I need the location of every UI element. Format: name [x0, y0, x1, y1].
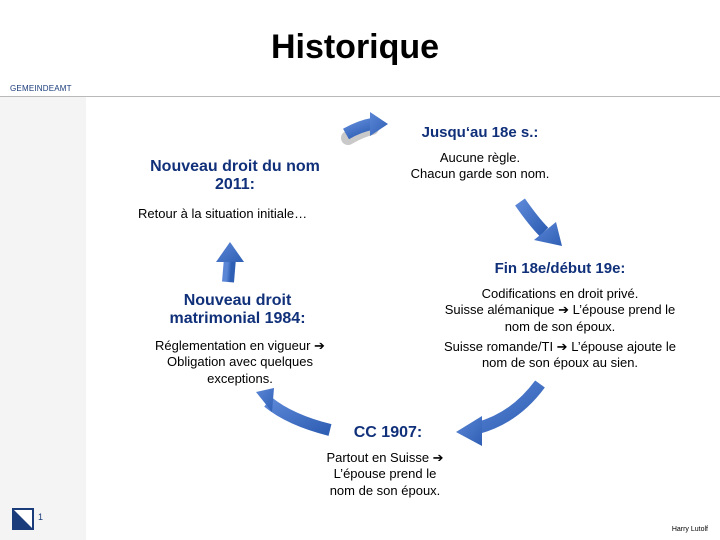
- author-name: Harry Lutolf: [671, 526, 708, 533]
- node-4-line: Réglementation en vigueur ➔: [155, 338, 325, 353]
- page-number: 1: [38, 512, 44, 522]
- arrow-to-node-3: [456, 384, 540, 446]
- node-3-heading: CC 1907:: [353, 424, 423, 441]
- node-2-line: Codifications en droit privé.: [481, 286, 639, 301]
- node-1-line: Aucune règle.: [439, 150, 521, 165]
- node-3-line: Partout en Suisse ➔: [326, 450, 444, 465]
- node-2-line: Suisse romande/TI ➔ L’épouse ajoute le: [443, 338, 677, 354]
- node-4-line: Obligation avec quelques: [167, 354, 313, 370]
- node-3-line: L’épouse prend le: [333, 466, 437, 482]
- node-2-heading: Fin 18e/début 19e:: [494, 260, 626, 277]
- organization-label: GEMEINDEAMT: [10, 84, 72, 93]
- node-1-line: Chacun garde son nom.: [410, 166, 550, 182]
- node-1-heading: Jusqu‘au 18e s.:: [421, 124, 539, 141]
- node-4-heading-line: Nouveau droit: [183, 292, 292, 309]
- node-2-line: nom de son époux.: [504, 318, 616, 334]
- arrow-to-node-2: [520, 202, 562, 246]
- node-5-heading-line: Nouveau droit du nom: [150, 158, 320, 175]
- node-2-line: Suisse alémanique ➔ L’épouse prend le: [444, 302, 676, 318]
- node-2-line: nom de son époux au sien.: [481, 355, 639, 370]
- arrow-to-node-1: [346, 112, 388, 138]
- logo-icon: [12, 508, 34, 530]
- node-4-line: exceptions.: [207, 370, 273, 386]
- node-5-heading-line: 2011:: [214, 176, 256, 194]
- arrow-to-node-4: [256, 388, 330, 430]
- slide-title: Historique: [270, 28, 440, 66]
- node-5-line: Retour à la situation initiale…: [138, 206, 308, 221]
- node-3-line: nom de son époux.: [329, 482, 441, 498]
- arrow-to-node-5: [216, 242, 244, 282]
- node-4-heading-line: matrimonial 1984:: [169, 310, 306, 328]
